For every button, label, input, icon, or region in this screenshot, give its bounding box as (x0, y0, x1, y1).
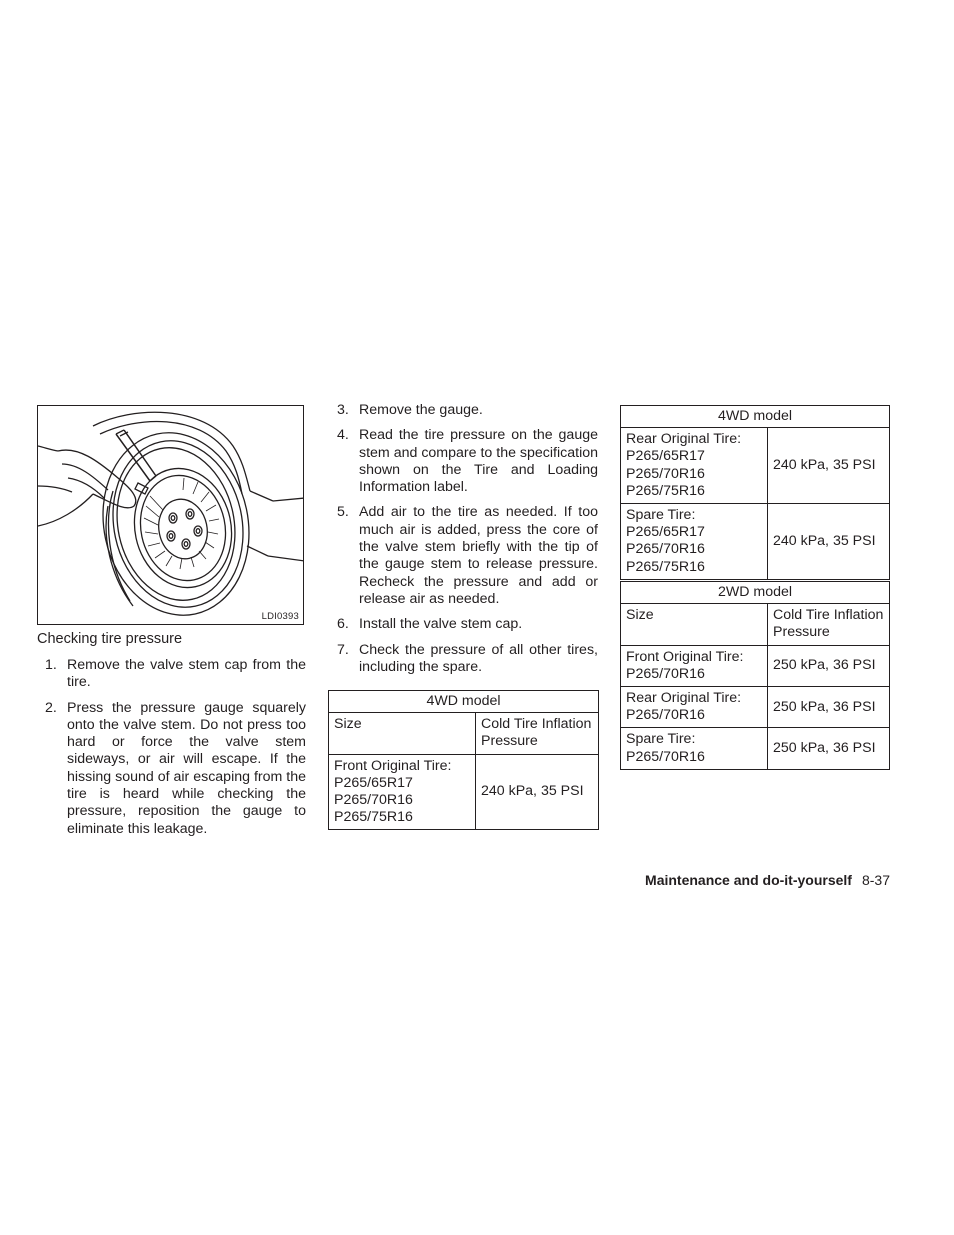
tire-size: P265/70R16 (334, 792, 413, 809)
tire-pressure-illustration (37, 405, 304, 625)
pressure-value: 240 kPa, 35 PSI (768, 504, 890, 580)
step-item (329, 402, 598, 419)
step-text: Press the pressure gauge squarely onto the valve stem. Do not press too hard or force the valve stem sideways, or air will escape. If the hissing sound of air escaping from the tire is heard while checking the pressure, reposition the gauge to eliminate this leakage. (67, 699, 306, 837)
step-text: Install the valve stem cap. (359, 616, 523, 633)
tire-label: Rear Original Tire: (626, 690, 742, 707)
tire-size: P265/75R16 (626, 482, 705, 499)
tire-size: P265/65R17 (334, 774, 413, 791)
section-title: Maintenance and do-it-yourself (645, 872, 852, 888)
tire-gauge-drawing (38, 406, 304, 625)
step-text: Add air to the tire as needed. If too much air is added, press the core of the valve stem briefly with the tip of the gauge stem to release pressure. Recheck the pressure and add or release air as needed. (359, 504, 598, 607)
step-number: 3. (337, 402, 349, 418)
tire-size-cell (329, 754, 476, 830)
step-item (329, 504, 598, 608)
tire-label: Spare Tire: (626, 507, 696, 524)
table-title: 4WD model (621, 406, 890, 428)
pressure-value: 240 kPa, 35 PSI (476, 754, 599, 830)
tire-pressure-table-4wd-rear (620, 405, 890, 580)
tire-size-cell (621, 428, 768, 504)
table-row (329, 754, 599, 830)
column-header-size: Size (329, 713, 476, 754)
tire-size: P265/75R16 (626, 558, 705, 575)
tire-pressure-table-4wd-front (328, 690, 599, 830)
step-text: Check the pressure of all other tires, including the spare. (359, 641, 598, 675)
tire-label: Front Original Tire: (334, 757, 452, 774)
table-row (621, 428, 890, 504)
pressure-value: 250 kPa, 36 PSI (768, 728, 890, 769)
table-row (621, 645, 890, 686)
steps-column-2 (329, 402, 598, 684)
step-number: 2. (45, 699, 57, 716)
step-number: 6. (337, 616, 349, 633)
steps-column-1 (37, 657, 306, 846)
column-header-size: Size (621, 604, 768, 645)
pressure-value: 250 kPa, 36 PSI (768, 645, 890, 686)
tire-size: P265/65R17 (626, 448, 705, 465)
page-number: 8-37 (861, 872, 890, 888)
tire-label: Spare Tire: (626, 731, 696, 748)
tire-size-cell (621, 687, 768, 728)
figure-code: LDI0393 (261, 611, 299, 622)
tire-size-cell (621, 504, 768, 580)
step-number: 4. (337, 427, 349, 444)
tire-pressure-table-2wd (620, 581, 890, 770)
tire-size: P265/70R16 (626, 465, 705, 482)
table-row (621, 687, 890, 728)
step-item (37, 657, 306, 692)
tire-label: Rear Original Tire: (626, 431, 742, 448)
tire-size-cell (621, 728, 768, 769)
tire-size: P265/70R16 (626, 541, 705, 558)
tire-label: Front Original Tire: (626, 648, 744, 665)
step-number: 7. (337, 641, 349, 658)
tire-size: P265/70R16 (626, 707, 705, 724)
table-row (621, 504, 890, 580)
step-item (329, 616, 598, 633)
pressure-value: 240 kPa, 35 PSI (768, 428, 890, 504)
pressure-value: 250 kPa, 36 PSI (768, 687, 890, 728)
step-item (37, 700, 306, 838)
step-item (329, 642, 598, 677)
column-header-pressure: Cold Tire Inflation Pressure (768, 604, 890, 645)
step-text: Remove the gauge. (359, 402, 483, 418)
tire-size: P265/75R16 (334, 809, 413, 826)
column-header-pressure: Cold Tire Inflation Pressure (476, 713, 599, 754)
step-item (329, 427, 598, 496)
table-title: 4WD model (329, 691, 599, 713)
figure-caption: Checking tire pressure (37, 631, 183, 647)
table-row (621, 728, 890, 769)
table-title: 2WD model (621, 582, 890, 604)
page-footer (632, 872, 890, 888)
step-number: 1. (45, 657, 57, 673)
tire-size: P265/70R16 (626, 665, 705, 682)
tire-size-cell (621, 645, 768, 686)
tire-size: P265/65R17 (626, 524, 705, 541)
step-number: 5. (337, 504, 349, 521)
tire-size: P265/70R16 (626, 748, 705, 765)
step-text: Remove the valve stem cap from the tire. (67, 657, 306, 691)
step-text: Read the tire pressure on the gauge stem and compare to the specification shown on the Tire and Loading Information label. (359, 427, 598, 496)
